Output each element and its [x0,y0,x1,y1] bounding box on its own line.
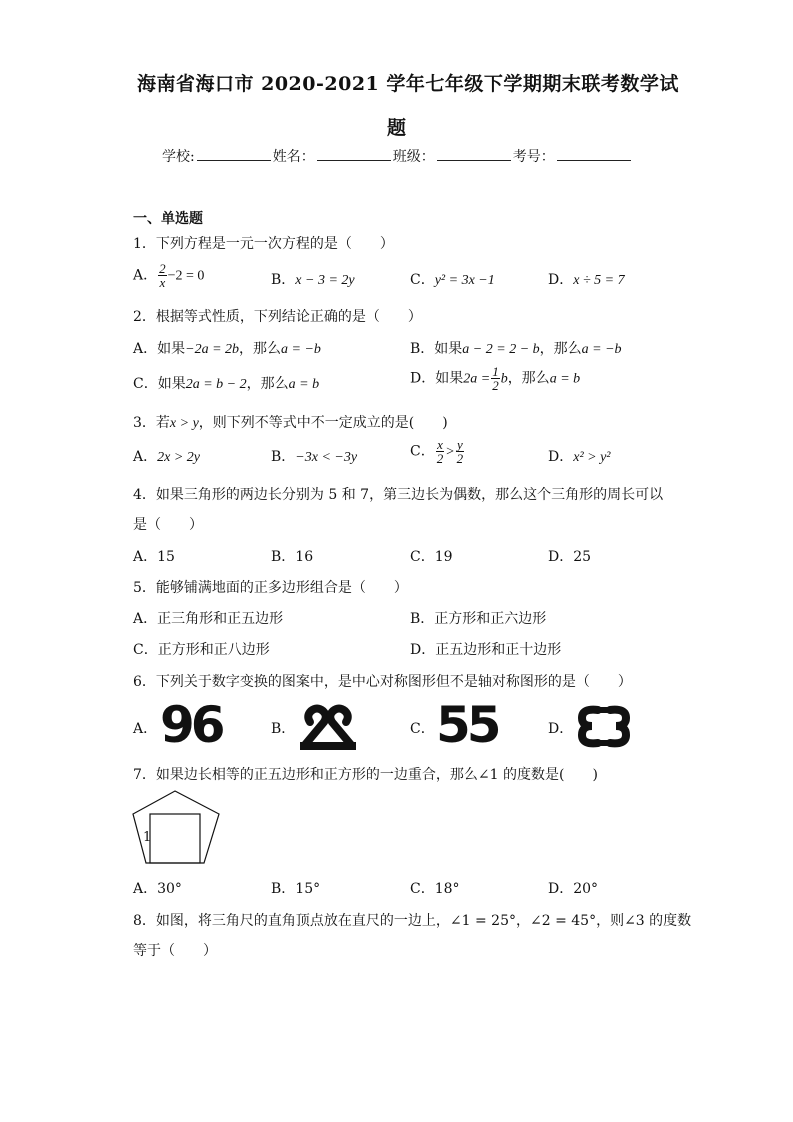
question-7-option-b: B．15° [271,881,321,897]
question-4-option-d: D．25 [548,549,592,565]
question-7-angle-label: 1 [143,830,152,845]
question-5-option-d: D．正五边形和正十边形 [410,642,562,658]
question-3-stem: 3．若x > y，则下列不等式中不一定成立的是( ) [133,415,448,431]
question-7-option-c: C．18° [410,881,460,897]
question-4-option-c: C．19 [410,549,453,565]
class-field[interactable] [437,148,511,161]
question-3-option-b: B．−3x < −3y [271,449,358,465]
page-title-line2: 题 [387,117,407,139]
student-info-line [162,146,633,166]
question-1-stem: 1．下列方程是一元一次方程的是（ ） [133,236,394,252]
question-7-option-d: D．20° [548,881,599,897]
question-5-option-a: A．正三角形和正五边形 [133,611,284,627]
question-1-option-b: B．x − 3 = 2y [271,272,355,288]
question-8-stem-line2: 等于（ ） [133,943,217,959]
question-5-stem: 5．能够铺满地面的正多边形组合是（ ） [133,580,408,596]
question-7-stem: 7．如果边长相等的正五边形和正方形的一边重合，那么∠1 的度数是( ) [133,767,598,783]
question-1-option-d: D．x ÷ 5 = 7 [548,272,625,288]
fraction: $\frac{y}{2}$ [456,437,464,466]
question-7-option-a: A．30° [133,881,182,897]
question-6-option-c: C． [410,721,435,737]
fraction: $\frac{x}{2}$ [436,437,444,466]
question-6-figure-a: 96 [160,696,222,754]
question-7-pentagon-square-figure [130,788,230,868]
question-2-option-b: B．如果a − 2 = 2 − b，那么a = −b [410,341,622,357]
question-5-option-b: B．正方形和正六边形 [410,611,547,627]
class-label: 班级： [392,149,435,165]
question-1-option-a: A． $\frac{2}{x}$ −2 = 0 [133,261,205,290]
section-heading: 一、单选题 [133,211,203,227]
question-6-option-b: B． [271,721,296,737]
question-2-stem: 2．根据等式性质，下列结论正确的是（ ） [133,309,422,325]
question-4-stem: 4．如果三角形的两边长分别为 5 和 7，第三边长为偶数，那么这个三角形的周长可以 [133,487,664,503]
question-6-stem: 6．下列关于数字变换的图案中，是中心对称图形但不是轴对称图形的是（ ） [133,674,632,690]
question-6-option-d: D． [548,721,574,737]
school-field[interactable] [197,148,271,161]
question-2-option-c: C．如果2a = b − 2，那么a = b [133,376,320,392]
question-6-figure-d [574,700,634,752]
question-3-option-c: C． $\frac{x}{2}$ > $\frac{y}{2}$ [410,437,464,466]
question-5-option-c: C．正方形和正八边形 [133,642,270,658]
name-field[interactable] [317,148,391,161]
school-label: 学校: [162,149,195,165]
question-6-option-a: A． [133,721,158,737]
question-2-option-d: D．如果2a = $\frac{1}{2}$ b，那么a = b [410,364,581,393]
question-6-figure-b [298,700,358,752]
question-6-figure-c: 55 [436,696,498,754]
name-label: 姓名： [272,149,315,165]
exam-no-field[interactable] [557,148,631,161]
question-2-option-a: A．如果−2a = 2b，那么a = −b [133,341,321,357]
exam-no-label: 考号： [512,149,555,165]
question-8-stem: 8．如图，将三角尺的直角顶点放在直尺的一边上，∠1 = 25°，∠2 = 45°，则∠3 的度数 [133,913,692,929]
question-4-option-b: B．16 [271,549,314,565]
page-title: 海南省海口市 2020-2021 学年七年级下学期期末联考数学试 [137,73,679,95]
fraction: $\frac{1}{2}$ [492,364,499,393]
question-1-option-c: C．y² = 3x −1 [410,272,495,288]
fraction: $\frac{2}{x}$ [159,261,166,290]
question-4-stem-line2: 是（ ） [133,517,203,533]
question-3-option-d: D．x² > y² [548,449,611,465]
question-4-option-a: A．15 [133,549,175,565]
question-3-option-a: A．2x > 2y [133,449,200,465]
